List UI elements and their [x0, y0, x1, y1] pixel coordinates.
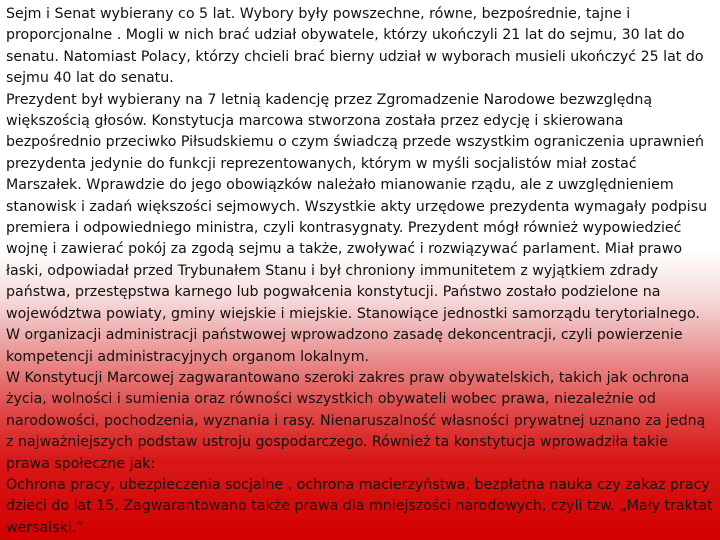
paragraph-civil-rights: W Konstytucji Marcowej zagwarantowano szeroki zakres praw obywatelskich, takich jak ochrona życia, wolności i sumienia oraz równości wszystkich obywateli wobec prawa, niezależnie od narodowości, pochodzenia, wyznania i rasy. Nienaruszalność własności prywatnej uznano za jedną z najważniejszych podstaw ustroju gospodarczego. Również ta konstytucja wprowadziła takie prawa społeczne jak: — [6, 369, 706, 472]
paragraph-social-rights: Ochrona pracy, ubezpieczenia socjalne , ochrona macierzyństwa, bezpłatna nauka czy zakaz pracy dzieci do lat 15. Zagwarantowano także prawa dla mniejszości narodowych, czyli tzw. „Mały traktat wersalski.” — [6, 476, 713, 536]
slide-text-body — [6, 4, 714, 540]
paragraph-parliament-elections: Sejm i Senat wybierany co 5 lat. Wybory były powszechne, równe, bezpośrednie, tajne i proporcjonalne . Mogli w nich brać udział obywatele, którzy ukończyli 21 lat do sejmu, 30 lat do senatu. Natomiast Polacy, którzy chcieli brać bierny udział w wyborach musieli ukończyć 25 lat do sejmu 40 lat do senatu. — [6, 6, 704, 87]
paragraph-president-powers: Prezydent był wybierany na 7 letnią kadencję przez Zgromadzenie Narodowe bezwzględną większością głosów. Konstytucja marcowa stworzona została przez edycję i skierowana bezpośrednio przeciwko Piłsudskiemu o czym świadczą przede wszystkim ograniczenia uprawnień prezydenta jedynie do funkcji reprezentowanych, którym w myśli socjalistów miał zostać Marszałek. Wprawdzie do jego obowiązków należało mianowanie rządu, ale z uwzględnieniem stanowisk i zadań większości sejmowych. Wszystkie akty urzędowe prezydenta wymagały podpisu premiera i odpowiedniego ministra, czyli kontrasygnaty. Prezydent mógł również wypowiedzieć wojnę i zawierać pokój za zgodą sejmu a także, zwoływać i rozwiązywać parlament. Miał prawo łaski, odpowiadał przed Trybunałem Stanu i był chroniony immunitetem z wyjątkiem zdrady państwa, przestępstwa karnego lub pogwałcenia konstytucji. Państwo zostało podzielone na województwa powiaty, gminy wiejskie i miejskie. Stanowiące jednostki samorządu terytorialnego. W organizacji administracji państwowej wprowadzono zasadę dekoncentracji, czyli powierzenie kompetencji administracyjnych organom lokalnym. — [6, 91, 708, 365]
